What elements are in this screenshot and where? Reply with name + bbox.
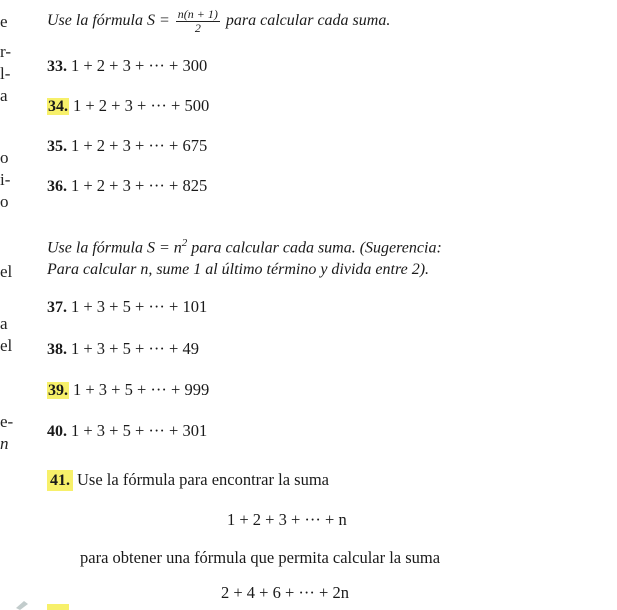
exercise-expression: 1 + 2 + 3 + ··· + 825: [71, 176, 208, 195]
exercise-number-highlighted: 34.: [48, 98, 68, 115]
exercise-item: [47, 380, 209, 400]
exercise-number: 36.: [47, 178, 67, 195]
exercise-expression: 1 + 3 + 5 + ··· + 49: [71, 339, 199, 358]
instruction-2-line-2: Para calcular n, sume 1 al último término y divida entre 2).: [47, 261, 430, 279]
margin-fragment: a: [0, 86, 8, 105]
fraction-numerator: n(n + 1): [177, 7, 218, 21]
margin-fragment: o: [0, 192, 9, 211]
exercise-number: 38.: [47, 341, 67, 358]
formula-fraction: [176, 8, 220, 35]
margin-fragment: e: [0, 12, 8, 31]
exercise-number: 33.: [47, 58, 67, 75]
exercise-41-text: Use la fórmula para encontrar la suma: [77, 470, 329, 489]
exercise-number-highlighted: 39.: [48, 382, 68, 399]
pencil-icon: [14, 598, 44, 610]
margin-fragment: a: [0, 314, 8, 333]
instruction-2-pre: Use la fórmula S = n: [47, 239, 182, 257]
exercise-item: [47, 297, 207, 317]
exercise-expression: 1 + 3 + 5 + ··· + 101: [71, 297, 208, 316]
sum-expression-2: 2 + 4 + 6 + ··· + 2n: [221, 583, 349, 602]
fraction-denominator: 2: [194, 21, 201, 35]
exercise-41-middle-text: para obtener una fórmula que permita calcular la suma: [80, 548, 441, 567]
instruction-2: [47, 232, 442, 281]
margin-fragment: r-: [0, 42, 11, 61]
instruction-1-pre: Use la fórmula S =: [47, 12, 170, 30]
exercise-number: 40.: [47, 423, 67, 440]
exercise-number: 35.: [47, 138, 67, 155]
highlight-mark: [47, 604, 69, 610]
exercise-item: [47, 56, 207, 76]
margin-fragment: n: [0, 434, 9, 453]
exercise-item: [47, 339, 199, 359]
margin-fragment: e-: [0, 412, 14, 431]
margin-fragment: l-: [0, 64, 11, 83]
exercise-41-statement: [47, 470, 329, 490]
exercise-expression: 1 + 3 + 5 + ··· + 999: [73, 380, 210, 399]
instruction-2-post: para calcular cada suma. (Sugerencia:: [187, 239, 442, 257]
exercise-expression: 1 + 3 + 5 + ··· + 301: [71, 421, 208, 440]
instruction-1: [47, 8, 390, 35]
margin-fragment: el: [0, 262, 13, 281]
instruction-1-post: para calcular cada suma.: [225, 12, 391, 30]
exercise-expression: 1 + 2 + 3 + ··· + 300: [71, 56, 208, 75]
exercise-item: [47, 421, 207, 441]
exercise-number: 37.: [47, 299, 67, 316]
margin-fragment: el: [0, 336, 13, 355]
exercise-expression: 1 + 2 + 3 + ··· + 500: [73, 96, 210, 115]
exercise-expression: 1 + 2 + 3 + ··· + 675: [71, 136, 208, 155]
margin-fragment: o: [0, 148, 9, 167]
sum-expression-1: 1 + 2 + 3 + ··· + n: [227, 510, 347, 529]
exercise-item: [47, 136, 207, 156]
exercise-number-highlighted: 41.: [47, 470, 73, 491]
margin-fragment: i-: [0, 170, 11, 189]
instruction-2-line-1: [47, 232, 442, 259]
exercise-item: [47, 96, 209, 116]
exponent: 2: [181, 237, 188, 249]
exercise-item: [47, 176, 207, 196]
